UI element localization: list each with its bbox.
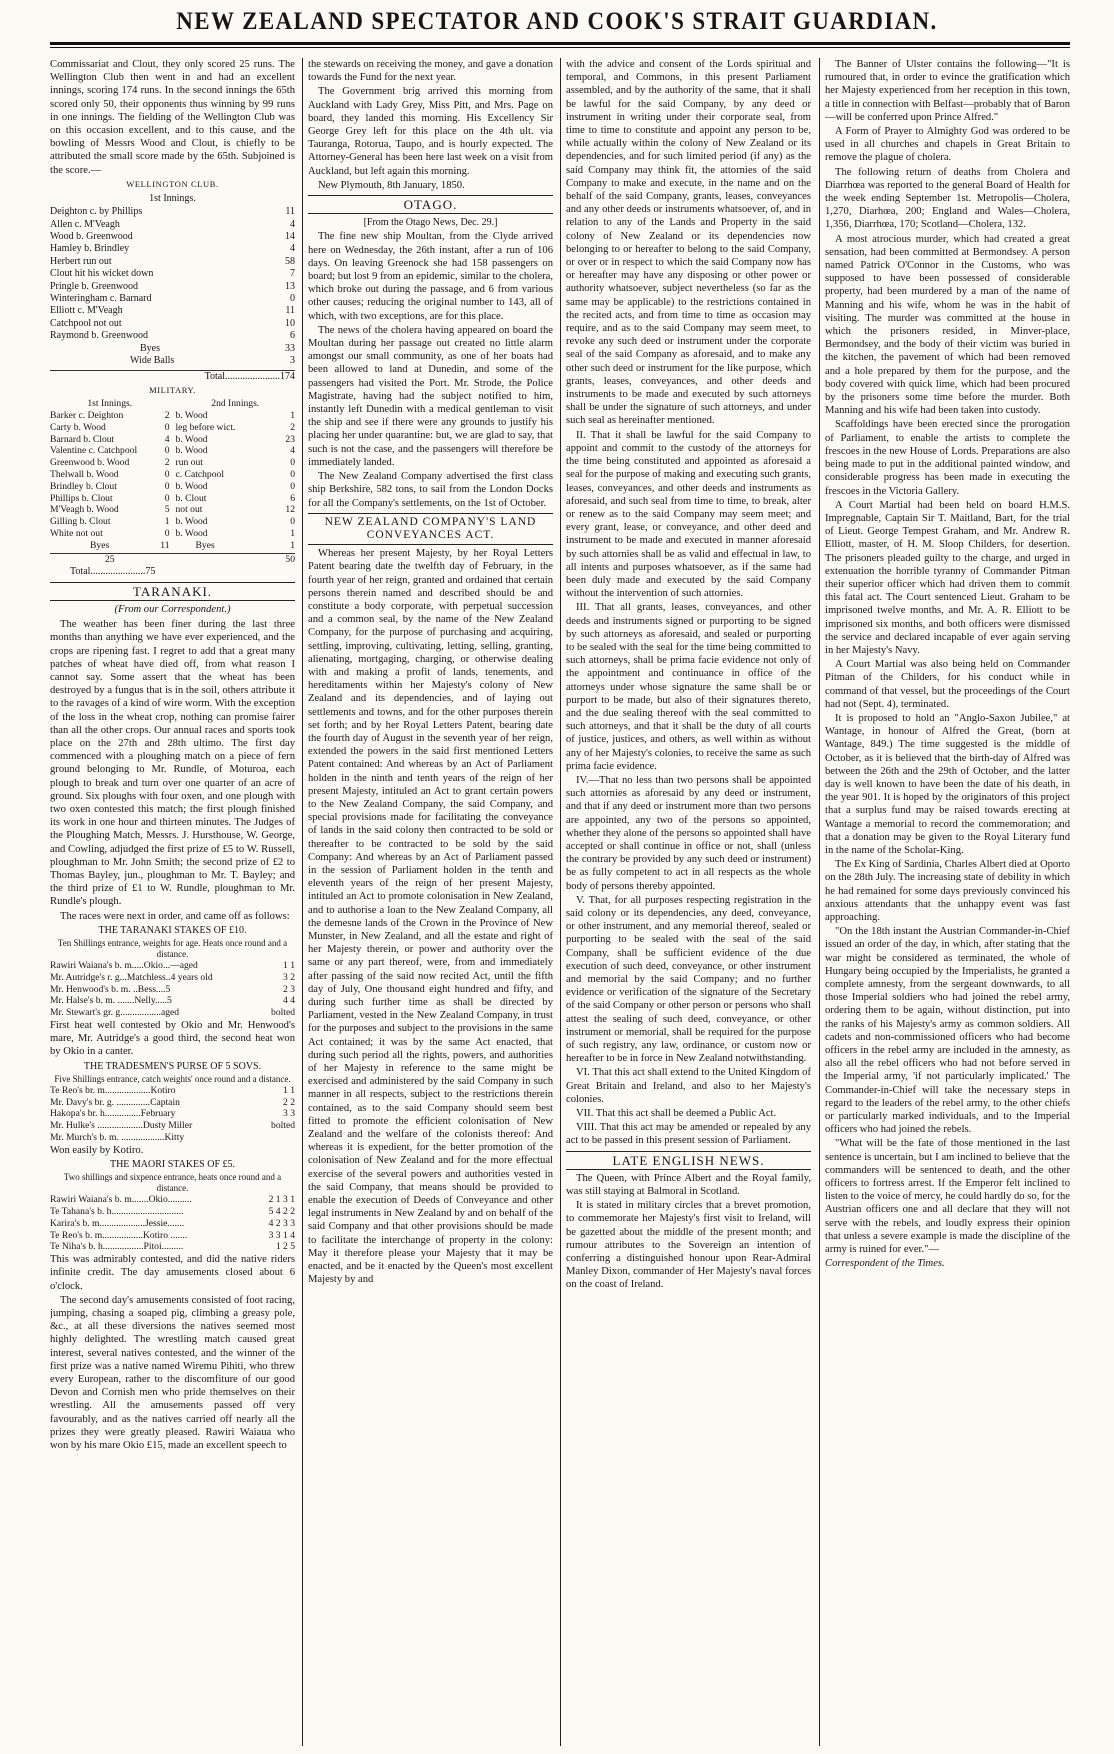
section-heading-taranaki: TARANAKI. [50,582,295,601]
paragraph: Scaffoldings have been erected since the prorogation of Parliament, to enable the artists to complete the frescoes in the new House of Lords. Preparations are also being made to put in the additional painted window, and considerable progress has been made in executing the frescoes in the Victoria Gallery. [825,419,1070,497]
paragraph: The Banner of Ulster contains the following—"It is rumoured that, in order to evince the gratification which her Majesty experienced from her reception in this town, a title in connection with Belfast—probably that of Baron—will be conferred upon Prince Alfred." [825,59,1070,123]
club-total: Total......................174 [50,370,295,383]
race-results [50,1085,295,1144]
military-score-table [50,410,295,552]
byline: (From our Correspondent.) [114,603,231,615]
score-row: Raymond b. Greenwood 6 [50,330,295,342]
race-row: Te Niha's b. h.................Pitoi......... 1 2 5 [50,1241,295,1253]
race-row: Hakopa's br. h...............February 3 3 [50,1108,295,1120]
score-row: Wood b. Greenwood 14 [50,231,295,243]
score-cell: Byes 1 [195,539,295,551]
column-3 [566,58,811,1746]
paragraph: A Court Martial was also being held on Commander Pitman of the Childers, for his conduct while in command of that vessel, but the proceedings of the Court had not (Sept. 4), terminated. [825,659,1070,710]
race-conditions: Ten Shillings entrance, weights for age. Heats once round and a distance. [57,937,288,959]
score-cell: Byes 11 [90,539,170,551]
paragraph: The news of the cholera having appeared on board the Moultan during her passage out created no little alarm amongst our small community, as one of her boats had been allowed to land at Dunedin, and some of the passengers had visited the Port. Mr. Strode, the Police Magistrate, having had the subject notified to him, instantly left Dunedin with a medical gentleman to visit the ship and see if there were any grounds to justify his placing her under quarantine: but, we are glad to say, that such is not the case, and the passengers will therefore be immediately landed. [308,324,553,468]
score-row: Winteringham c. Barnard 0 [50,293,295,305]
race-row: Mr. Murch's b. m. ..................Kitty [50,1131,185,1143]
paragraph: It is stated in military circles that a brevet promotion, to commemorate her Majesty's first visit to Ireland, will be gazetted about the middle of the present month; and rumour attributes to the Sovereign an intention of conferring a distinguished honour upon Rear-Admiral Manley Dixon, commander of Her Majesty's naval forces on the coast of Ireland. [566,1200,811,1291]
paragraph: Commissariat and Clout, they only scored 25 runs. The Wellington Club then went in and had an excellent innings, scoring 174 runs. In the second innings the 65th scored only 50, their opponents thus winning by 99 runs in one innings. The fielding of the Wellington Club was on this occasion excellent, and to this cause, and the bowling of Messrs Wood and Clout, is chiefly to be attributed the small score made by the 65th. Subjoined is the score.— [50,59,295,176]
score-cell: leg before wict. 2 [175,421,295,433]
paragraph: A Court Martial had been held on board H.M.S. Impregnable, Captain Sir T. Maitland, Bart, for the trial of Lieut. George Tempest Graham, and Mr. Andrew R. Elliott, master, of H. M. Sloop Childers, for desertion. The prisoners pleaded guilty to the charge, and urged in extenuation the horrible tyranny of Commander Pitman their superior officer which had driven them to commit this fatal act. The Court sentenced Lieut. Graham to be imprisoned twelve months, and Mr. A. R. Elliott to be imprisoned six months, and both officers were dismissed the service and declared incapable of ever again serving in her Majesty's Navy. [825,499,1070,656]
club-score-table [50,206,295,367]
paragraph: This was admirably contested, and did the native riders infinite credit. The day amusements closed about 6 o'clock. [50,1254,295,1292]
paragraph: The Queen, with Prince Albert and the Royal family, was still staying at Balmoral in Scotland. [566,1172,811,1198]
score-cell: c. Catchpool 0 [175,468,295,480]
paragraph: The races were next in order, and came off as follows: [60,910,290,922]
column-divider [560,58,561,1746]
score-cell: b. Wood 0 [175,516,295,528]
paragraph: "On the 18th instant the Austrian Commander-in-Chief issued an order of the day, in which, after stating that the war might be considered as terminated, the whole of Hungary being occupied by the Imperialists, he granted a complete amnesty, from the sergeant downwards, to all those Imperial soldiers who had joined the rebel army, ordering them to be again, without distinction, put into the ranks of his Majesty's army as common soldiers. All cadets and non-commissioned officers who had become officers in the rebel army are included in the amnesty, as also all the rebel officers who had not before served in the Imperial army, 'if not particularly implicated.' The Commander-in-Chief will take the necessary steps in regard to the leaders of the rebel army, to the other chiefs or particularly marked individuals, and to the Imperial officers who had joined the rebels. [825,926,1070,1136]
score-cell: Barker c. Deighton 2 [50,409,170,421]
score-cell: b. Wood 1 [175,409,295,421]
paragraph: The New Zealand Company advertised the first class ship Berkshire, 582 tons, to sail from the London Docks for all the Company's settlements, on the 1st of October. [308,471,553,509]
race-row: Rawiri Waiana's b. m.....Okio...—aged 1 1 [50,959,295,971]
columns [50,58,1070,1748]
innings-heading: 1st Innings. [149,193,196,205]
race-results [50,1194,295,1253]
masthead-rule-thin [50,47,1070,48]
paragraph: VII. That this act shall be deemed a Public Act. [576,1108,777,1120]
paragraph: Won easily by Kotiro. [50,1144,144,1156]
score-cell: Carty b. Wood 0 [50,421,170,433]
military-innings-headers: 1st Innings. 2nd Innings. [87,398,260,410]
source-note: [From the Otago News, Dec. 29.] [363,217,498,229]
race-conditions: Five Shillings entrance, catch weights' once round and a distance. [54,1073,291,1084]
dateline: New Plymouth, 8th January, 1850. [318,179,465,191]
paragraph: II. That it shall be lawful for the said Company to appoint and commit to the custody of the attorneys for the time being constituted and appointed as aforesaid a seal for the purpose of making and executing such grants, leases, conveyances, and other deeds and instruments as aforesaid, and such seal from time to time, to break, alter or renew as to the said Company may seem meet; and every grant, lease, or conveyance, and other deed and instrument to be made and executed in manner aforesaid by such attornies shall be as valid and effectual in law, to all intents and purposes whatsoever, as if the same had been duly made and executed by the said Company without the intervention of such attornies. [566,429,811,600]
score-row: Clout hit his wicket down 7 [50,268,295,280]
military-total: Total......................75 [70,566,156,578]
score-row: Hamley b. Brindley 4 [50,243,295,255]
section-heading-act: NEW ZEALAND COMPANY'S LAND CONVEYANCES ACT. [308,513,553,545]
column-divider [302,58,303,1746]
score-cell: run out 0 [175,457,295,469]
race-row: Mr. Hulke's ...................Dusty Miller bolted [50,1120,295,1132]
score-row: Herbert run out 58 [50,255,295,267]
paragraph: The Ex King of Sardinia, Charles Albert died at Oporto on the 28th July. The increasing state of debility in which he had remained for some days previously convinced his anxious attendants that the unhappy event was fast approaching. [825,859,1070,923]
paragraph: VIII. That this act may be amended or repealed by any act to be passed in this present session of Parliament. [566,1122,811,1147]
race-row: Mr. Halse's b. m. .......Nelly.....5 4 4 [50,995,295,1007]
paragraph: The Government brig arrived this morning from Auckland with Lady Grey, Miss Pitt, and Mrs. Page on board, they landed this morning. His Excellency Sir George Grey left for this place on the 4th ult. via Tauranga, Rotorua, Taupo, and is hourly expected. The Attorney-General has been here last week on a visit from Auckland, but left again this morning. [308,86,553,177]
score-cell: b. Wood 1 [175,527,295,539]
paragraph: A most atrocious murder, which had created a great sensation, had been committed at Bermondsey. A person named Patrick O'Connor in the Customs, who was supposed to have been possessed of considerable property, had been murdered by a man of the name of Manning and his wife, whom he was in the habit of visiting. The murder was committed at the house in which the prisoners resided, in Minver-place, Bermondsey, and the body of their victim was buried in the kitchen, the pavement of which had been removed and a hole prepared by them for the purpose, and the body covered with quick lime, which had been procured by the prisoners some time before the murder. Both Manning and his wife had been taken into custody. [825,233,1070,417]
section-heading-otago: OTAGO. [308,195,553,214]
masthead: NEW ZEALAND SPECTATOR AND COOK'S STRAIT GUARDIAN. [176,8,938,35]
score-row: Elliott c. M'Veagh 11 [50,305,295,317]
race-heading: THE MAORI STAKES OF £5. [109,1158,236,1170]
race-row: Karira's b. m...................Jessie....... 4 2 3 3 [50,1217,295,1229]
column-2 [308,58,553,1746]
paragraph: The second day's amusements consisted of foot racing, jumping, chasing a soaped pig, climbing a greasy pole, &c., at all these diversions the natives seemed most highly delighted. The wrestling match caused great interest, several natives contested, and the winner of the first prize was a native named Wiremu Pihiti, who threw every European, rather to the discomfiture of our good Devon and Cornish men who pride themselves on their wrestling. All the amusements passed off very favourably, and as the natives carried off nearly all the prizes they were greatly pleased. Rawiri Waiaua who won by his mare Okio £15, made an excellent speech to [50,1294,295,1451]
score-cell: b. Wood 23 [175,433,295,445]
attribution: Correspondent of the Times. [825,1258,945,1270]
section-heading-news: LATE ENGLISH NEWS. [566,1151,811,1170]
race-row: Te Reo's br. m...................Kotiro 1 1 [50,1084,295,1096]
paragraph: III. That all grants, leases, conveyances, and other deeds and instruments signed or purporting to be signed by such attorneys as aforesaid, and sealed or purporting to be sealed with the seal for the time being committed to such attorneys, shall be prima facie evidence not only of the appointment and continuance in office of the attorneys under whose signature the same shall be or purport to be made, but also of their signatures thereto, and the due sealing thereof with the seal committed to such attorneys, and that it shall be the duty of all courts of justice, justices, and others, as well within as without any of her Majesty's colonies, to receive the same as such prima facie evidence. [566,602,811,772]
paragraph: V. That, for all purposes respecting registration in the said colony or its dependencies, any deed, conveyance, or other instrument, and any memorial thereof, sealed or purporting to be sealed with the seal of the said Company, shall be sufficient evidence of the due execution of such deed, conveyance, or other instrument and memorial by the said Company; and no further evidence or verification of the signature of the Secretary of the said Company or other person or persons who shall attest the sealing of such deed, conveyance, or other instrument or memorial, shall be required for the purpose of such registry, any law, ordinance, or custom now or hereafter to be in force in New Zealand notwithstanding. [566,894,811,1065]
race-row: Mr. Henwood's b. m. ..Bess....5 2 3 [50,983,295,995]
paragraph: The fine new ship Moultan, from the Clyde arrived here on Wednesday, the 26th instant, after a run of 106 days. On leaving Greenock she had 158 passengers on board; but lost 9 from an epidemic, similar to the cholera, which broke out during the passage, and 6 from various other causes; reducing the original number to 143, all of which, with two exceptions, are for this place. [308,231,553,322]
paragraph: It is proposed to hold an "Anglo-Saxon Jubilee," at Wantage, in honour of Alfred the Great, (born at Wantage, 849.) The time suggested is the middle of October, as it is believed that the birth-day of Alfred was between the 26th and the 29th of October, and the latter day is well known to have been the date of his death, in the year 901. It is hoped by the originators of this project that a surplus fund may be raised towards erecting at Wantage a memorial to record the commemoration; and that a donation may be given to the Royal Literary fund in the name of the Scholar-King. [825,712,1070,856]
race-row: Te Tahana's b. h.............................. 5 4 2 2 [50,1205,295,1217]
score-cell: Thelwall b. Wood 0 [50,468,170,480]
race-heading: THE TARANAKI STAKES OF £10. [98,924,247,936]
military-subtotals: 25 50 [50,553,295,566]
score-cell: Greenwood b. Wood 2 [50,457,170,469]
score-cell: White not out 0 [50,527,170,539]
race-row: Mr. Autridge's r. g...Matchless..4 years old 3 2 [50,971,295,983]
race-row: Te Reo's b. m.................Kotiro ....... 3 3 1 4 [50,1229,295,1241]
score-row: Byes 33 [140,342,295,354]
paragraph: First heat well contested by Okio and Mr. Henwood's mare, Mr. Autridge's a good third, the second heat won by Okio in a canter. [50,1019,295,1058]
score-row: Catchpool not out 10 [50,317,295,329]
paragraph: The weather has been finer during the last three months than anything we have ever experienced, and the crops are ripening fast. I regret to add that a great many patches of wheat have died off, from what reason I cannot say. Some assert that the wheat has been destroyed by a fungus that is in the soil, others attribute it to the ravages of a kind of wire worm. With the exception of the loss in the wheat crop, nothing can promise fairer than all the other crops. Our annual races and sports took place on the 27th and 28th ultimo. The first day commenced with a ploughing match on a piece of fern ground belonging to Mr. Rundle, of Moturoa, each plough to break and turn over one quarter of an acre of ground. Six ploughs with four oxen, and one plough with two oxen contested this match; the first plough finished its work in one hour and thirteen minutes. The Judges of the Ploughing Match, Messrs. J. Hursthouse, W. George, and Cowling, adjudged the first prize of £5 to W. Russell, ploughman to Mr. John Smith; the second prize of £2 to Thomas Bayley, jun., ploughman to Mr. T. Bayley; and the third prize of £1 to W. Rundle, ploughman to Mr. Rundle's plough. [50,619,295,908]
paragraph: VI. That this act shall extend to the United Kingdom of Great Britain and Ireland, and also to her Majesty's colonies. [566,1067,811,1105]
paragraph: Whereas her present Majesty, by her Royal Letters Patent bearing date the twelfth day of February, in the fourth year of her reign, granted and ordained that certain persons therein named and described should be and constitute a body corporate, with perpetual succession and a common seal, by the name of the New Zealand Company, for the purpose of purchasing and acquiring, settling, improving, cultivating, letting, selling, granting, alienating, mortgaging, charging, or otherwise dealing with and making a profit of lands, tenements, and hereditaments within her Majesty's colony of New Zealand and its dependencies, and of laying out settlements and towns, and for the other purposes therein set forth; and by her Royal Letters Patent, bearing date the fourth day of August in the seventh year of her reign, extended the powers in the said first mentioned Letters Patent contained: And whereas by an Act of Parliament holden in the ninth and tenth years of the reign of her present Majesty, intituled an Act to grant certain powers to the New Zealand Company, the said Company, and special provisions made for facilitating the conveyance of lands in the said colony then contracted to be sold or thereafter to be contracted to be sold by the said Company: And whereas by an Act of Parliament passed in the session of Parliament holden in the tenth and eleventh years of the reign of her present Majesty, intituled an Act to promote colonisation in New Zealand, and to authorise a loan to the New Zealand Company, all the demesne lands of the Crown in the Province of New Munster, in New Zealand, and all the estate and right of her Majesty therein, or power and authority over the same or any part thereof, were, from and immediately after passing of the said now recited Act, until the fifth day of July, One thousand eight hundred and fifty, and during such further time as shall be directed by Parliament, vested in the New Zealand Company, in trust for the purposes and subject to the provisions in the same Act contained; it was by the same Act enacted, that during such period all the rights, powers, and authorities of her Majesty in reference to the same might be exercised and administered by the said Company in such manner in all respects, subject to the restrictions therein contained, as to the said Company should seem best fitted to promote the efficient colonisation of New Zealand and the welfare of the colonists thereof: And whereas it is expedient, for the better promotion of the colonisation of New Zealand and for the more effectual exercise of the several powers and authorities vested in the said Company, that means should be provided to enable the execution of Deeds of Conveyance and other legal instruments in New Zealand by and on behalf of the said Company and that other provisions should be made to facilitate the interchange of property in the colony: May it therefore please your Majesty that it may be enacted, and be it enacted by the Queen's most excellent Majesty by and [308,548,553,1286]
score-row: Deighton c. by Phillips 11 [50,206,295,218]
paragraph: A Form of Prayer to Almighty God was ordered to be used in all churches and chapels in Great Britain to remove the plague of cholera. [825,126,1070,164]
score-row: Pringle b. Greenwood 13 [50,280,295,292]
score-cell: Phillips b. Clout 0 [50,492,170,504]
military-heading: MILITARY. [149,384,196,395]
column-4 [825,58,1070,1746]
score-cell: b. Wood 4 [175,445,295,457]
score-cell: not out 12 [175,504,295,516]
paragraph: The following return of deaths from Cholera and Diarrhœa was reported to the general Board of Health for the week ending September 1st. Metropolis—Cholera, 1,270, Diarhœa, 200; England and Wales—Cholera, 1,356, Diarrhœa, 170; Scotland—Cholera, 132. [825,166,1070,231]
score-row: Allen c. M'Veagh 4 [50,218,295,230]
score-cell: M'Veagh b. Wood 5 [50,504,170,516]
race-row: Mr. Davy's br. g. ..............Captain 2 2 [50,1096,295,1108]
score-cell: Brindley b. Clout 0 [50,480,170,492]
score-cell: b. Wood 0 [175,480,295,492]
race-heading: THE TRADESMEN'S PURSE OF 5 SOVS. [83,1060,262,1072]
paragraph: IV.—That no less than two persons shall be appointed such attornies as aforesaid by any deed or instrument, and that if any deed or instrument more than two persons are appointed, any two of the persons so appointed, whether they alone of the persons so appointed shall have accepted or shall continue in office or not, shall (unless the contrary be provided by any such deed or instrument) be as fully competent to act in all respects as the whole body of persons thereby appointed. [566,774,811,892]
paragraph: "What will be the fate of those mentioned in the last sentence is uncertain, but I am inclined to believe that the commanders will be sentenced to death, and the other officers to fortress arrest. If the Emperor felt inclined to listen to the voice of mercy, he could hardly do so, for the Austrian officers one and all declare that they will not serve with the rebels, and loudly express their opinion that unless a severe example is made the discipline of the army is ruined for ever."— [825,1138,1070,1256]
score-cell: Barnard b. Clout 4 [50,433,170,445]
paragraph: the stewards on receiving the money, and gave a donation towards the Fund for the next year. [308,59,553,84]
club-heading: WELLINGTON CLUB. [126,178,219,189]
race-row: Rawiri Waiana's b. m.......Okio.......... 2 1 3 1 [50,1194,295,1206]
column-divider [819,58,820,1746]
masthead-rule [50,42,1070,45]
score-cell: b. Clout 6 [175,492,295,504]
race-conditions: Two shillings and sixpence entrance, heats once round and a distance. [63,1172,282,1194]
race-row: Mr. Stewart's gr. g.................aged bolted [50,1007,295,1019]
column-1 [50,58,295,1746]
paragraph: with the advice and consent of the Lords spiritual and temporal, and Commons, in this present Parliament assembled, and by the authority of the same, that it shall be lawful for the said Company, by any deed or instrument in writing under their corporate seal, from time to time to constitute and appoint any person to be, while actually within the colony of New Zealand or its dependencies, and for such limited period (if any) as the said Company may think fit, the attornies of the said Company to make and execute, in the name and on the behalf of the said Company, grants, leases, conveyances and any other deeds or instruments whatsoever, of, and in relation to any of the Lands and Property in the said colony of New Zealand or its dependencies now belonging to or hereafter to belong to the said Company, or over or in respect to which the said Company now has or hereafter may have any disposing or other power or authority whatsoever, subject nevertheless (so far as the same may be applicable) to the restrictions contained in the recited acts, and from time to time as occasion may require, and as to the said Company may seem meet, to revoke any such deed or instrument under the corporate seal of the said Company as aforesaid, and to make any other such deed or instrument for the like purpose, which grants, leases, conveyances, and other deeds and instruments to be made and executed by such attorneys shall be under the signature of such attorneys, and under such seal as hereinafter mentioned. [566,59,811,427]
score-cell: Gilling b. Clout 1 [50,516,170,528]
race-results [50,960,295,1019]
score-row: Wide Balls 3 [130,355,295,367]
score-cell: Valentine c. Catchpool 0 [50,445,170,457]
